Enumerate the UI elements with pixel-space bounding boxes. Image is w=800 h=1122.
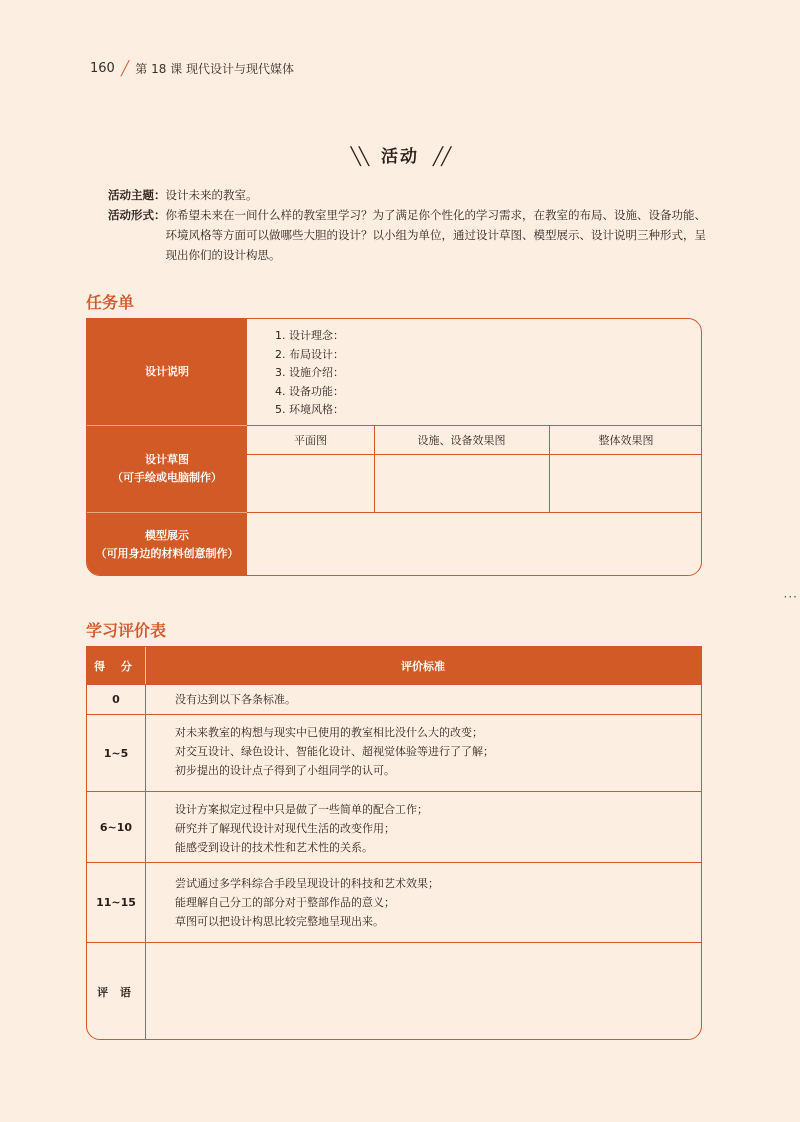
evaluation-table	[86, 646, 702, 1040]
row-divider	[247, 512, 701, 513]
col-divider	[549, 425, 550, 513]
table-row-comments	[87, 942, 701, 1040]
row-divider	[247, 454, 701, 455]
activity-form	[108, 205, 708, 265]
criteria-cell	[175, 800, 428, 857]
task-sheet-table	[86, 318, 702, 576]
design-item: 5. 环境风格：	[275, 403, 344, 416]
task-sheet-title: 任务单	[86, 293, 135, 312]
design-item: 3. 设施介绍：	[275, 366, 344, 379]
sketch-col-plan: 平面图	[294, 434, 327, 447]
criteria-line: 对交互设计、绿色设计、智能化设计、超视觉体验等进行了了解；	[175, 745, 494, 758]
criteria-line: 能理解自己分工的部分对于整部作品的意义；	[175, 896, 395, 909]
criteria-line: 对未来教室的构想与现实中已使用的教室相比没什么大的改变；	[175, 726, 483, 739]
title-deco-left: ╲╲	[350, 147, 368, 167]
activity-title	[0, 142, 800, 167]
col-divider	[374, 425, 375, 513]
model-label	[87, 513, 247, 576]
criteria-cell	[175, 723, 494, 780]
form-label: 活动形式：	[108, 208, 166, 222]
criteria-cell	[175, 874, 439, 931]
criteria-line: 设计方案拟定过程中只是做了一些简单的配合工作；	[175, 803, 428, 816]
col-criteria-header: 评价标准	[401, 659, 445, 673]
design-item: 2. 布局设计：	[275, 347, 344, 361]
design-item: 1. 设计理念：	[275, 329, 344, 342]
criteria-line: 研究并了解现代设计对现代生活的改变作用；	[175, 822, 395, 835]
sketch-col-overall: 整体效果图	[598, 434, 654, 447]
design-item: 4. 设备功能：	[275, 384, 344, 398]
col-score-header: 得 分	[94, 659, 138, 673]
model-sub-text: （可用身边的材料创意制作）	[95, 547, 239, 560]
criteria-line: 初步提出的设计点子得到了小组同学的认可。	[175, 764, 395, 777]
sketch-label-text: 设计草图	[145, 453, 189, 466]
criteria-cell	[175, 690, 296, 709]
sketch-col-equipment: 设施、设备效果图	[417, 434, 506, 447]
table-row	[87, 862, 701, 942]
table-row	[87, 791, 701, 862]
title-deco-right: ╱╱	[432, 147, 450, 167]
criteria-line: 没有达到以下各条标准。	[175, 693, 296, 706]
page-header	[90, 60, 294, 77]
design-desc-label-text: 设计说明	[145, 365, 189, 378]
theme-text: 设计未来的教室。	[165, 188, 258, 202]
header-separator: ╱	[120, 60, 130, 77]
design-desc-label	[87, 319, 247, 426]
sketch-sub-text: （可手绘或电脑制作）	[112, 471, 222, 484]
score-cell: 0	[112, 693, 120, 706]
criteria-line: 草图可以把设计构思比较完整地呈现出来。	[175, 915, 384, 928]
sketch-label	[87, 426, 247, 513]
page-number: 160	[90, 61, 115, 76]
table-row	[87, 714, 701, 791]
model-label-text: 模型展示	[145, 529, 189, 542]
comments-label: 评 语	[97, 986, 135, 999]
design-items-list	[275, 327, 344, 420]
score-cell: 11~15	[96, 896, 136, 909]
evaluation-header-row	[87, 647, 701, 684]
criteria-line: 能感受到设计的技术性和艺术性的关系。	[175, 841, 373, 854]
score-cell: 6~10	[99, 820, 133, 834]
chapter-title: 第 18 课 现代设计与现代媒体	[135, 62, 294, 76]
table-row	[87, 684, 701, 714]
margin-dots: ···	[783, 590, 798, 604]
form-text: 你希望未来在一间什么样的教室里学习？为了满足你个性化的学习需求，在教室的布局、设施、设备功能、环境风格等方面可以做哪些大胆的设计？以小组为单位，通过设计草图、模型展示、设计说明三种形式，呈现出你们的设计构思。	[165, 208, 706, 262]
activity-theme	[108, 185, 708, 205]
score-cell: 1~5	[103, 746, 129, 760]
theme-label: 活动主题：	[108, 188, 166, 202]
criteria-line: 尝试通过多学科综合手段呈现设计的科技和艺术效果；	[175, 877, 439, 890]
activity-intro	[108, 185, 708, 265]
evaluation-title: 学习评价表	[86, 621, 167, 640]
activity-title-text: 活动	[381, 147, 419, 167]
